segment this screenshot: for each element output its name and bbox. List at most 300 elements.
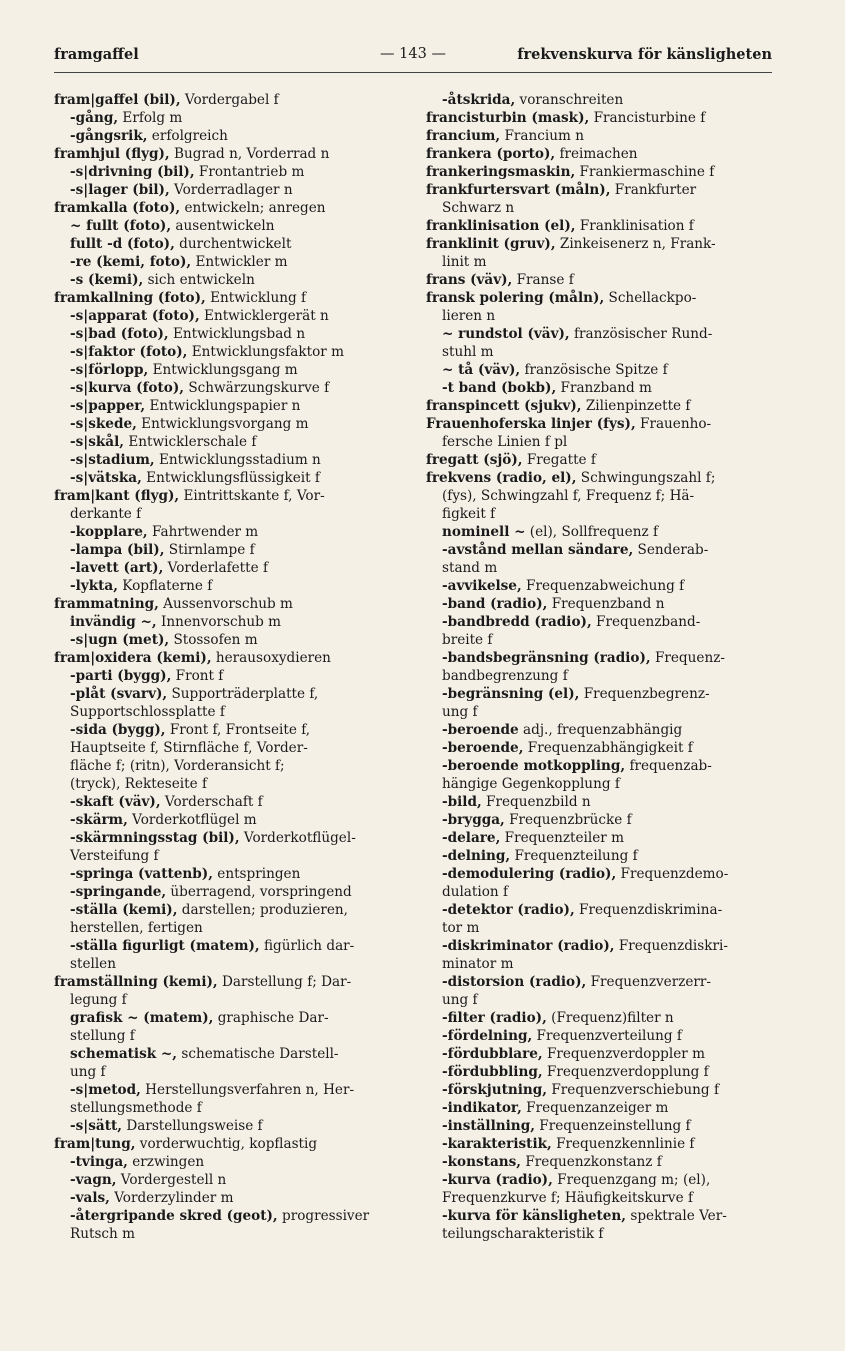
headword: -beroende, [442,740,524,756]
dictionary-line [54,109,399,127]
dictionary-line [54,631,399,649]
translation: (Frequenz)filter n [546,1010,674,1026]
headword: -distorsion (radio), [442,974,587,990]
headword: -indikator, [442,1100,522,1116]
translation: Frequenzkonstanz f [521,1154,662,1170]
translation: Hauptseite f, Stirnfläche f, Vorder- [70,740,308,756]
translation: Aussenvorschub m [158,596,293,612]
dictionary-line [426,379,776,397]
translation: Stirnlampe f [164,542,255,558]
dictionary-line [54,1225,399,1243]
translation: sich entwickeln [143,272,255,288]
dictionary-line [54,235,399,253]
translation: Vorderradlager n [169,182,293,198]
headword: fram|kant (flyg), [54,488,180,504]
translation: Frequenzabweichung f [521,578,685,594]
headword: francium, [426,128,501,144]
headword: -beroende motkoppling, [442,758,626,774]
dictionary-line [426,685,776,703]
dictionary-line [426,955,776,973]
headword: fransk polering (måln), [426,290,605,306]
translation: Schwingungszahl f; [576,470,716,486]
dictionary-line [54,919,399,937]
headword: -skaft (väv), [70,794,161,810]
translation: Franse f [512,272,574,288]
dictionary-line [426,361,776,379]
translation: Francium n [500,128,584,144]
headword: -s|ugn (met), [70,632,170,648]
dictionary-line [426,595,776,613]
dictionary-line [426,1063,776,1081]
dictionary-line [426,469,776,487]
dictionary-line [426,523,776,541]
translation: stand m [442,560,498,576]
dictionary-line [426,235,776,253]
translation: Frequenzverdoppler m [542,1046,705,1062]
headword: -förskjutning, [442,1082,548,1098]
translation: stellung f [70,1028,135,1044]
dictionary-line [54,1117,399,1135]
dictionary-line [426,307,776,325]
translation: entwickeln; anregen [180,200,326,216]
translation: Frauenho- [635,416,712,432]
dictionary-line [54,307,399,325]
translation: Bugrad n, Vorderrad n [169,146,330,162]
translation: (fys), Schwingzahl f, Frequenz f; Hä- [442,488,695,504]
headword: -kurva för känsligheten, [442,1208,627,1224]
headword: -demodulering (radio), [442,866,617,882]
headword: fram|oxidera (kemi), [54,650,212,666]
dictionary-line [54,1027,399,1045]
translation: Entwicklungsbad n [168,326,306,342]
headword: -detektor (radio), [442,902,575,918]
headword: -vals, [70,1190,110,1206]
translation: Frequenzbild n [481,794,591,810]
headword: -bild, [442,794,482,810]
translation: progressiver [277,1208,370,1224]
dictionary-line [54,811,399,829]
headword: -ställa (kemi), [70,902,178,918]
dictionary-line [426,1153,776,1171]
dictionary-line [54,289,399,307]
translation: Frequenzkurve f; Häufigkeitskurve f [442,1190,693,1206]
dictionary-line [426,109,776,127]
headword: -bandbredd (radio), [442,614,592,630]
translation: Franzband m [556,380,652,396]
headword: -s|bad (foto), [70,326,169,342]
translation: Front f, Frontseite f, [165,722,311,738]
translation: Frequenzdiskrimina- [574,902,723,918]
translation: Frequenzgang m; (el), [552,1172,711,1188]
dictionary-line [426,163,776,181]
dictionary-line [54,199,399,217]
headword: -s (kemi), [70,272,144,288]
translation: herausoxydieren [211,650,331,666]
translation: Darstellungsweise f [122,1118,263,1134]
dictionary-line [54,1081,399,1099]
dictionary-line [426,1171,776,1189]
translation: Frequenzeinstellung f [534,1118,691,1134]
dictionary-line [54,469,399,487]
translation: stellen [70,956,116,972]
translation: ausentwickeln [171,218,275,234]
dictionary-line [426,505,776,523]
dictionary-line [426,1045,776,1063]
dictionary-line [54,883,399,901]
dictionary-line [54,253,399,271]
translation: adj., frequenzabhängig [518,722,683,738]
headword: -lavett (art), [70,560,164,576]
headword: -fördubbling, [442,1064,543,1080]
headword: -fördubblare, [442,1046,543,1062]
headword: -filter (radio), [442,1010,547,1026]
dictionary-line [54,757,399,775]
dictionary-line [54,1189,399,1207]
headword: Frauenhoferska linjer (fys), [426,416,636,432]
translation: Vorderschaft f [160,794,263,810]
translation: Entwicklungsvorgang m [136,416,309,432]
translation: Frequenzbegrenz- [579,686,710,702]
headword: -vagn, [70,1172,117,1188]
headword: fullt -d (foto), [70,236,175,252]
dictionary-line [426,991,776,1009]
headword: -bandsbegränsning (radio), [442,650,651,666]
translation: Entwicklerschale f [124,434,257,450]
headword: -springande, [70,884,167,900]
headword: franspincett (sjukv), [426,398,582,414]
dictionary-line [426,901,776,919]
translation: Front f [171,668,224,684]
translation: Entwicklungsgang m [148,362,298,378]
translation: herstellen, fertigen [70,920,203,936]
translation: Franklinisation f [575,218,694,234]
dictionary-line [54,1171,399,1189]
dictionary-line [54,271,399,289]
headword: frammatning, [54,596,159,612]
translation: spektrale Ver- [626,1208,727,1224]
headword: -tvinga, [70,1154,128,1170]
translation: Entwicklungsflüssigkeit f [141,470,320,486]
translation: Herstellungsverfahren n, Her- [140,1082,355,1098]
translation: (tryck), Rekteseite f [70,776,207,792]
headword: -kopplare, [70,524,148,540]
dictionary-line [54,703,399,721]
headword: framhjul (flyg), [54,146,170,162]
translation: Vordergabel f [180,92,279,108]
dictionary-line [426,145,776,163]
headword: -konstans, [442,1154,522,1170]
dictionary-line [54,433,399,451]
headword: franklinisation (el), [426,218,576,234]
dictionary-line [426,829,776,847]
translation: Vorderzylinder m [109,1190,234,1206]
page-number: — 143 — [380,46,446,62]
dictionary-line [54,973,399,991]
dictionary-line [426,883,776,901]
translation: überragend, vorspringend [166,884,352,900]
headword: -begränsning (el), [442,686,580,702]
translation: ung f [442,992,478,1008]
translation: Frequenzteiler m [500,830,624,846]
translation: Vorderlafette f [163,560,268,576]
translation: Schwarz n [442,200,515,216]
translation: breite f [442,632,493,648]
translation: lieren n [442,308,496,324]
dictionary-line [426,919,776,937]
translation: legung f [70,992,127,1008]
dictionary-line [54,523,399,541]
dictionary-line [426,973,776,991]
headword: -beroende [442,722,519,738]
dictionary-line [54,1153,399,1171]
dictionary-line [426,739,776,757]
translation: Frontantrieb m [194,164,305,180]
dictionary-line [426,397,776,415]
dictionary-line [426,343,776,361]
dictionary-line [54,793,399,811]
translation: ung f [442,704,478,720]
headword: invändig ~, [70,614,157,630]
translation: Frequenzteilung f [510,848,638,864]
dictionary-line [54,145,399,163]
headword: -s|metod, [70,1082,141,1098]
translation: Zinkeisenerz n, Frank- [555,236,716,252]
translation: Erfolg m [118,110,183,126]
headword: -t band (bokb), [442,380,557,396]
translation: Frequenzdemo- [616,866,729,882]
dictionary-line [54,847,399,865]
dictionary-line [54,667,399,685]
translation: Supportschlossplatte f [70,704,225,720]
headword: -delning, [442,848,511,864]
translation: französische Spitze f [520,362,668,378]
dictionary-line [54,343,399,361]
running-header [54,46,772,66]
translation: Zilienpinzette f [581,398,691,414]
dictionary-line [426,1135,776,1153]
headword: framställning (kemi), [54,974,218,990]
headword: -plåt (svarv), [70,686,168,702]
headword: frankera (porto), [426,146,556,162]
translation: Rutsch m [70,1226,136,1242]
headword: -åtskrida, [442,92,516,108]
dictionary-line [426,217,776,235]
translation: Frequenzband- [591,614,701,630]
dictionary-line [54,1045,399,1063]
headword: fregatt (sjö), [426,452,523,468]
right-column [426,91,776,1243]
dictionary-line [426,451,776,469]
dictionary-line [54,829,399,847]
headword: -skärm, [70,812,128,828]
translation: dulation f [442,884,509,900]
dictionary-line [54,505,399,523]
translation: Entwicklungsfaktor m [187,344,344,360]
headword: -skärmningsstag (bil), [70,830,240,846]
dictionary-line [426,253,776,271]
headword: -s|sätt, [70,1118,122,1134]
translation: Supporträderplatte f, [167,686,319,702]
dictionary-line [54,865,399,883]
translation: figürlich dar- [259,938,355,954]
headword: -s|skål, [70,434,125,450]
translation: Entwicklungsstadium n [154,452,321,468]
translation: teilungscharakteristik f [442,1226,604,1242]
dictionary-line [54,937,399,955]
dictionary-line [426,181,776,199]
translation: Frequenzabhängigkeit f [523,740,693,756]
translation: durchentwickelt [174,236,292,252]
dictionary-line [426,631,776,649]
dictionary-line [426,541,776,559]
dictionary-line [426,271,776,289]
dictionary-line [54,217,399,235]
translation: bandbegrenzung f [442,668,568,684]
headword: frans (väv), [426,272,513,288]
headword: -lykta, [70,578,118,594]
dictionary-line [54,649,399,667]
headword: -s|papper, [70,398,146,414]
translation: schematische Darstell- [177,1046,339,1062]
headword: ~ rundstol (väv), [442,326,570,342]
translation: Innenvorschub m [156,614,282,630]
left-column [54,91,399,1243]
dictionary-line [426,937,776,955]
translation: stuhl m [442,344,494,360]
dictionary-line [54,91,399,109]
headword: fram|gaffel (bil), [54,92,181,108]
headword: -s|vätska, [70,470,142,486]
dictionary-line [426,1207,776,1225]
headword: -s|drivning (bil), [70,164,195,180]
translation: Entwickler m [191,254,288,270]
headword: -delare, [442,830,501,846]
headword: franklinit (gruv), [426,236,556,252]
dictionary-line [426,325,776,343]
headword: -s|förlopp, [70,362,149,378]
translation: Frequenz- [650,650,725,666]
headword: -ställa figurligt (matem), [70,938,260,954]
translation: Schellackpo- [604,290,697,306]
headword: -brygga, [442,812,505,828]
headword: -s|faktor (foto), [70,344,188,360]
translation: Eintrittskante f, Vor- [179,488,325,504]
translation: Stossofen m [169,632,258,648]
translation: Entwicklung f [205,290,307,306]
translation: figkeit f [442,506,496,522]
translation: (el), Sollfrequenz f [525,524,658,540]
headword: -fördelning, [442,1028,533,1044]
dictionary-line [54,595,399,613]
dictionary-line [426,649,776,667]
dictionary-line [54,613,399,631]
headword: -gång, [70,110,119,126]
dictionary-line [426,559,776,577]
dictionary-line [426,1225,776,1243]
translation: freimachen [555,146,638,162]
headword: -avstånd mellan sändare, [442,542,634,558]
headword: -sida (bygg), [70,722,166,738]
dictionary-line [426,1027,776,1045]
translation: Entwicklergerät n [199,308,329,324]
dictionary-line [54,181,399,199]
dictionary-line [54,901,399,919]
dictionary-line [54,325,399,343]
headword: grafisk ~ (matem), [70,1010,214,1026]
headword: framkalla (foto), [54,200,181,216]
translation: darstellen; produzieren, [177,902,348,918]
dictionary-line [426,1009,776,1027]
translation: Frequenzbrücke f [504,812,632,828]
header-left-guideword: framgaffel [54,46,139,63]
dictionary-line [54,1135,399,1153]
dictionary-line [426,811,776,829]
dictionary-line [426,1117,776,1135]
headword: -springa (vattenb), [70,866,213,882]
dictionary-line [426,127,776,145]
dictionary-line [426,667,776,685]
translation: Kopflaterne f [117,578,213,594]
translation: Frequenzverdopplung f [542,1064,709,1080]
dictionary-line [54,451,399,469]
headword: -återgripande skred (geot), [70,1208,278,1224]
headword: fram|tung, [54,1136,136,1152]
translation: erfolgreich [147,128,228,144]
dictionary-line [426,1099,776,1117]
translation: Frequenzkennlinie f [551,1136,695,1152]
translation: Versteifung f [70,848,159,864]
translation: Frankfurter [610,182,697,198]
header-right-guideword: frekvenskurva för känsligheten [517,46,772,63]
dictionary-line [54,415,399,433]
translation: tor m [442,920,480,936]
translation: Frequenzband n [547,596,665,612]
translation: linit m [442,254,487,270]
dictionary-line [426,703,776,721]
headword: schematisk ~, [70,1046,178,1062]
dictionary-line [54,127,399,145]
dictionary-line [426,793,776,811]
headword: -s|apparat (foto), [70,308,200,324]
translation: Schwärzungskurve f [184,380,330,396]
translation: Francisturbine f [589,110,706,126]
translation: Senderab- [633,542,709,558]
translation: Darstellung f; Dar- [217,974,352,990]
headword: ~ tå (väv), [442,362,521,378]
headword: -lampa (bil), [70,542,165,558]
dictionary-line [426,289,776,307]
dictionary-line [426,487,776,505]
translation: frequenzab- [625,758,712,774]
headword: -inställning, [442,1118,535,1134]
translation: Frankiermaschine f [575,164,715,180]
dictionary-line [54,541,399,559]
translation: Entwicklungspapier n [145,398,301,414]
dictionary-line [54,721,399,739]
dictionary-line [426,1189,776,1207]
dictionary-line [54,361,399,379]
translation: minator m [442,956,514,972]
translation: hängige Gegenkopplung f [442,776,620,792]
dictionary-line [54,577,399,595]
translation: fläche f; (ritn), Vorderansicht f; [70,758,285,774]
headword: -avvikelse, [442,578,522,594]
translation: voranschreiten [515,92,624,108]
translation: entspringen [212,866,301,882]
translation: erzwingen [127,1154,205,1170]
headword: -diskriminator (radio), [442,938,615,954]
dictionary-line [426,865,776,883]
